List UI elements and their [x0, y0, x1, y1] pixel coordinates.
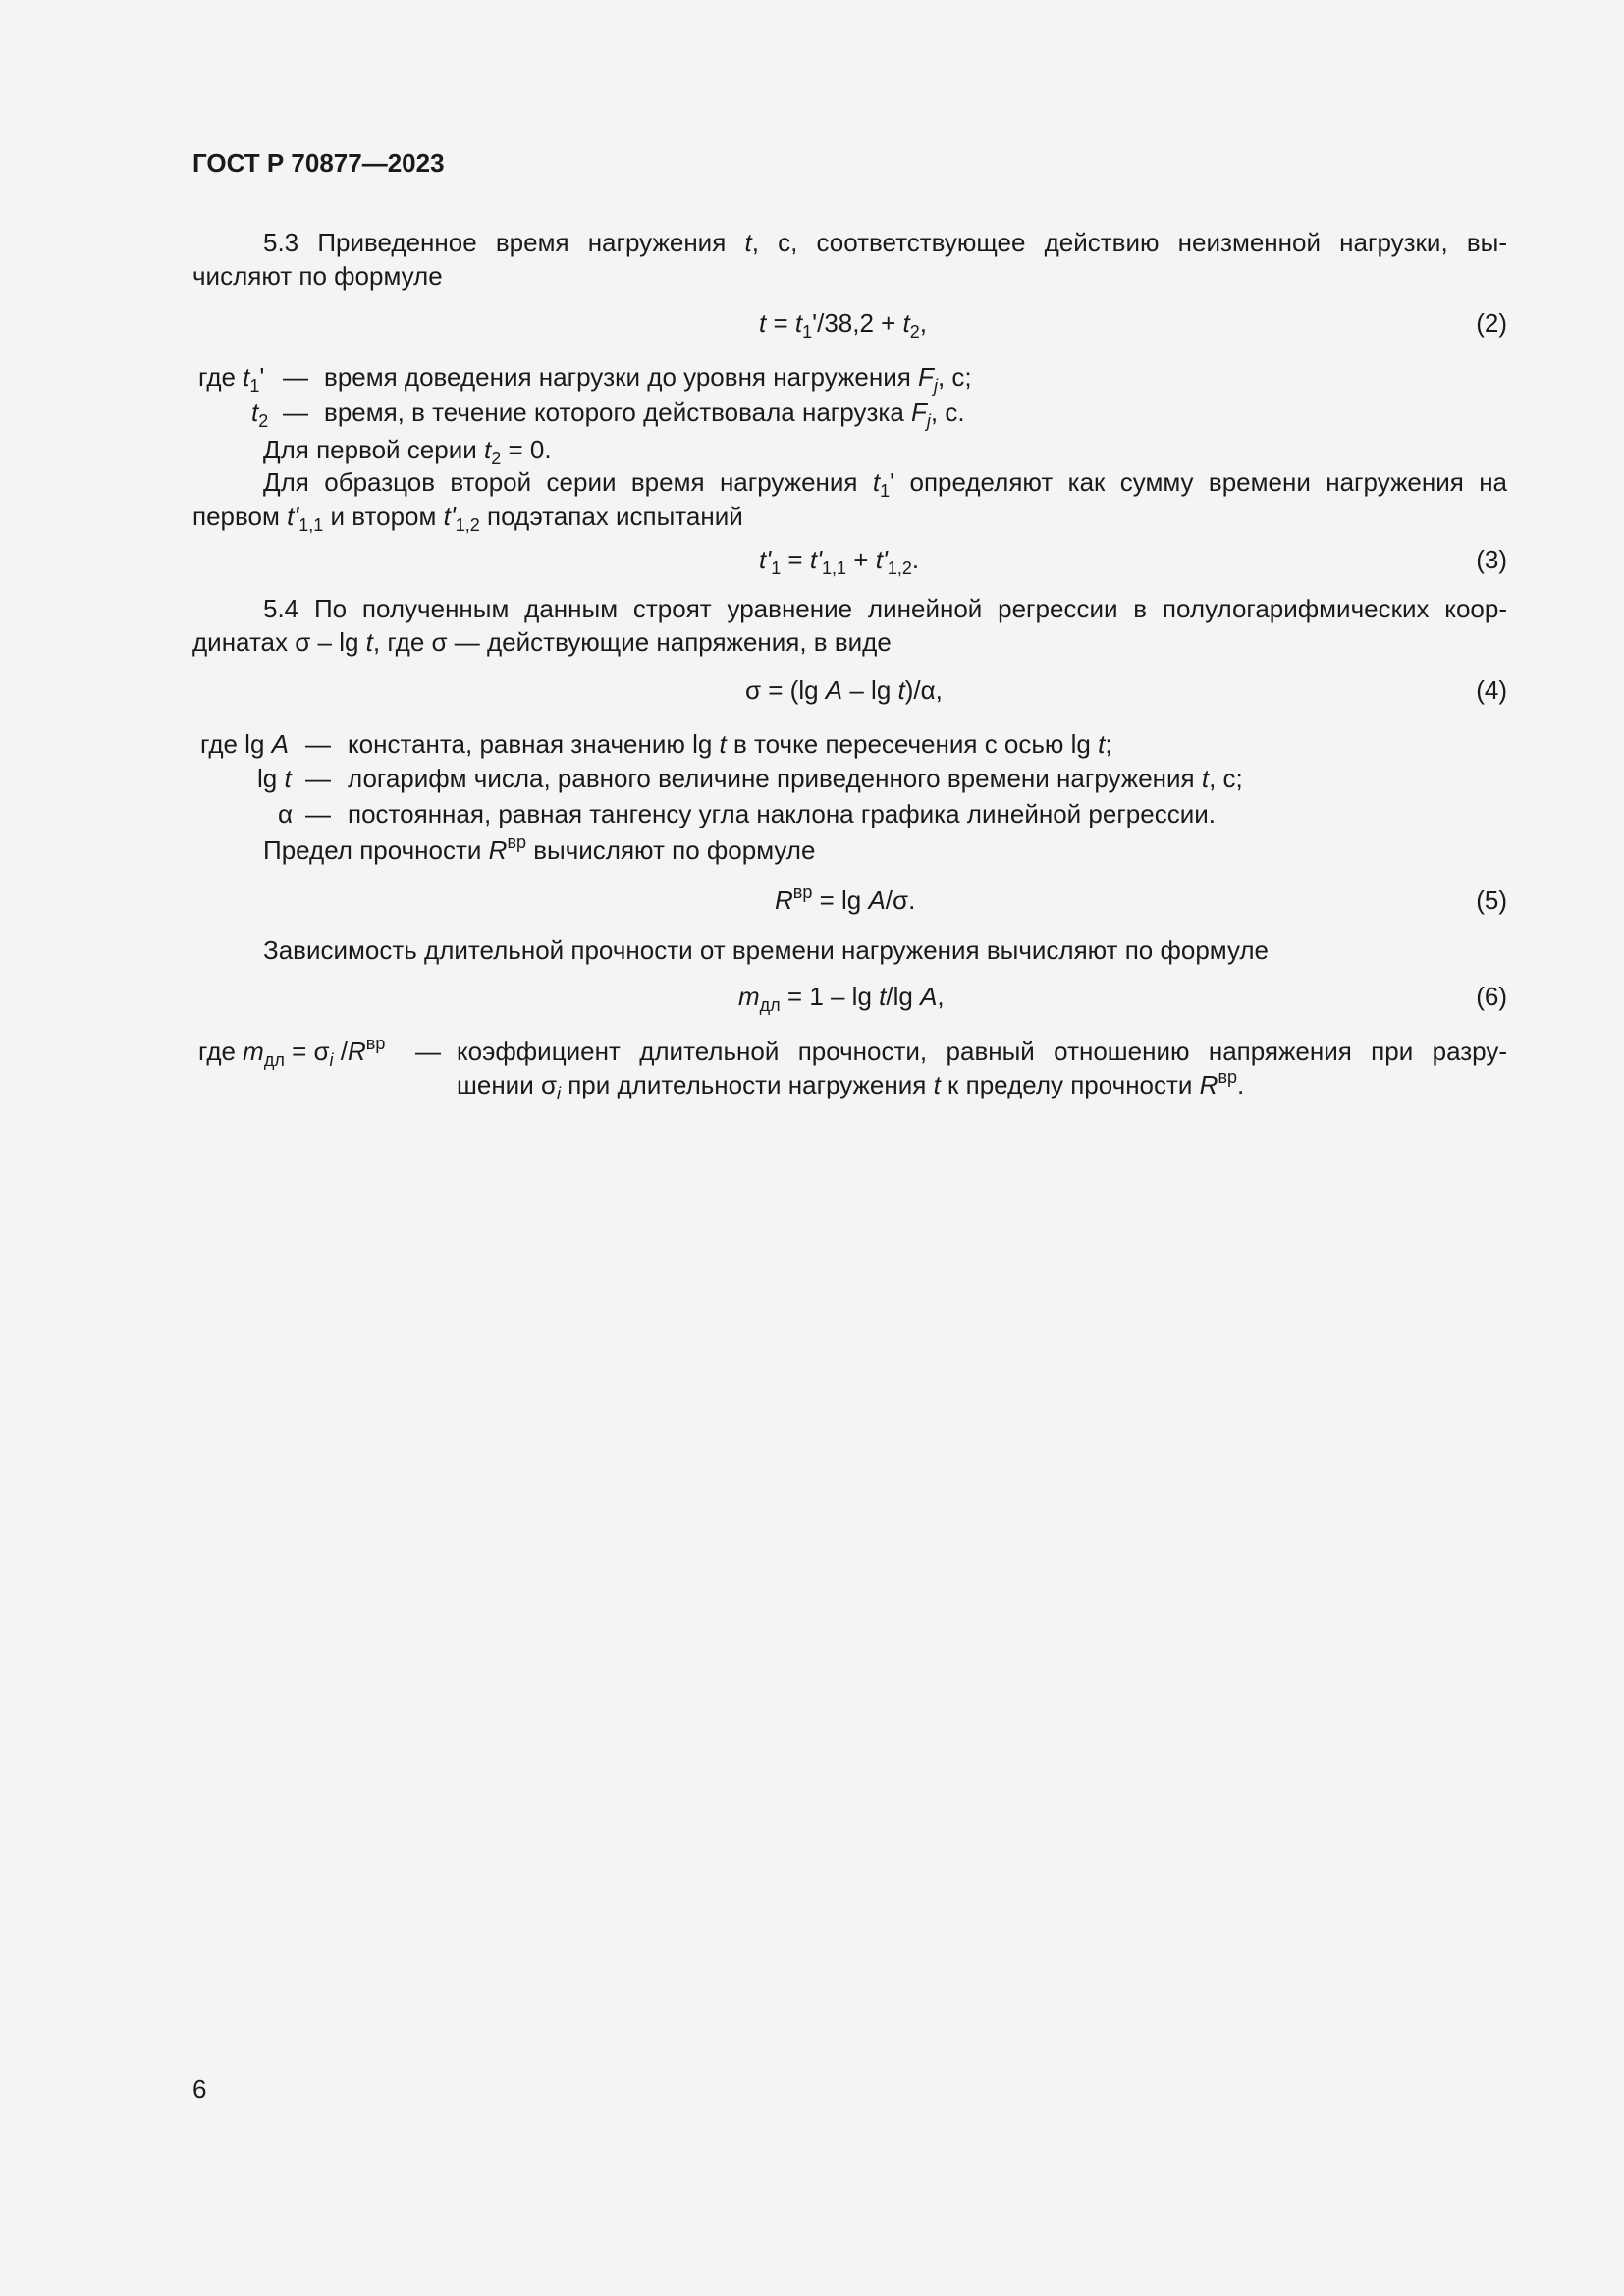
- equation-2-number: (2): [1476, 308, 1507, 338]
- dependence-text: Зависимость длительной прочности от времени нагружения вычисляют по формуле: [263, 935, 1270, 965]
- second-series-line1: Для образцов второй серии время нагружения $t_1'$ определяют как сумму времени нагружения на: [263, 467, 1508, 501]
- equation-2: $t = t_1'/38,2 + t_2$,: [759, 308, 928, 342]
- where-dash: —: [305, 764, 331, 793]
- where-mdl-desc-line2: шении $\sigma_i$ при длительности нагружения t к пределу прочности $R^{вр}$.: [457, 1067, 1245, 1103]
- para-5-3-line2: числяют по формуле: [192, 261, 443, 291]
- where-lgt-symbol: lg t: [257, 764, 292, 793]
- where-alpha-symbol: α: [278, 799, 294, 828]
- where-lgA-desc: константа, равная значению lg t в точке пересечения с осью lg t;: [348, 729, 1112, 759]
- equation-6-number: (6): [1476, 982, 1507, 1011]
- where-lgA-symbol: где lg A: [200, 729, 289, 759]
- equation-3: $t'_1 = t'_{1,1} + t'_{1,2}$.: [759, 545, 920, 578]
- where-alpha-desc: постоянная, равная тангенсу угла наклона графика линейной регрессии.: [348, 799, 1216, 828]
- equation-5-number: (5): [1476, 885, 1507, 915]
- page-number: 6: [192, 2074, 207, 2104]
- where-mdl-desc-line1: коэффициент длительной прочности, равный отношению напряжения при разру-: [457, 1037, 1507, 1066]
- para-5-4-line1: 5.4 По полученным данным строят уравнение линейной регрессии в полулогарифмических коор-: [263, 594, 1507, 623]
- document-header: ГОСТ Р 70877—2023: [192, 148, 445, 178]
- where-dash: —: [415, 1037, 441, 1066]
- equation-3-number: (3): [1476, 545, 1507, 574]
- para-5-4-line2: динатах σ – lg t, где σ — действующие напряжения, в виде: [192, 627, 892, 657]
- where-mdl-symbol: где $m_{дл} = \sigma_i$ $/R^{вр}$: [198, 1034, 386, 1070]
- second-series-line2: первом $t'_{1,1}$ и втором $t'_{1,2}$ подэтапах испытаний: [192, 502, 743, 535]
- where-t2-symbol: $t_2$: [251, 398, 269, 431]
- equation-5: $R^{вр} = \lg A/\sigma$.: [775, 882, 916, 915]
- where-dash: —: [283, 362, 308, 392]
- where-t2-desc: время, в течение которого действовала нагрузка $F_j$, с.: [324, 398, 965, 431]
- equation-4: σ = (lg A – lg t)/α,: [745, 675, 943, 705]
- where-dash: —: [305, 729, 331, 759]
- where-t1-desc: время доведения нагрузки до уровня нагружения $F_j$, с;: [324, 362, 972, 396]
- equation-6: $m_{дл} = 1 - \lg t/\lg$ A,: [738, 982, 945, 1015]
- para-5-3-line1: 5.3 Приведенное время нагружения t, с, соответствующее действию неизменной нагрузки, вы-: [263, 228, 1507, 257]
- where-lgt-desc: логарифм числа, равного величине приведенного времени нагружения t, с;: [348, 764, 1243, 793]
- strength-limit-text: Предел прочности $R^{вр}$ вычисляют по формуле: [263, 832, 816, 865]
- where-dash: —: [305, 799, 331, 828]
- first-series-note: Для первой серии $t_2 = 0$.: [263, 435, 552, 468]
- where-dash: —: [283, 398, 308, 427]
- equation-4-number: (4): [1476, 675, 1507, 705]
- where-t1-symbol: где $t_1'$: [198, 362, 265, 396]
